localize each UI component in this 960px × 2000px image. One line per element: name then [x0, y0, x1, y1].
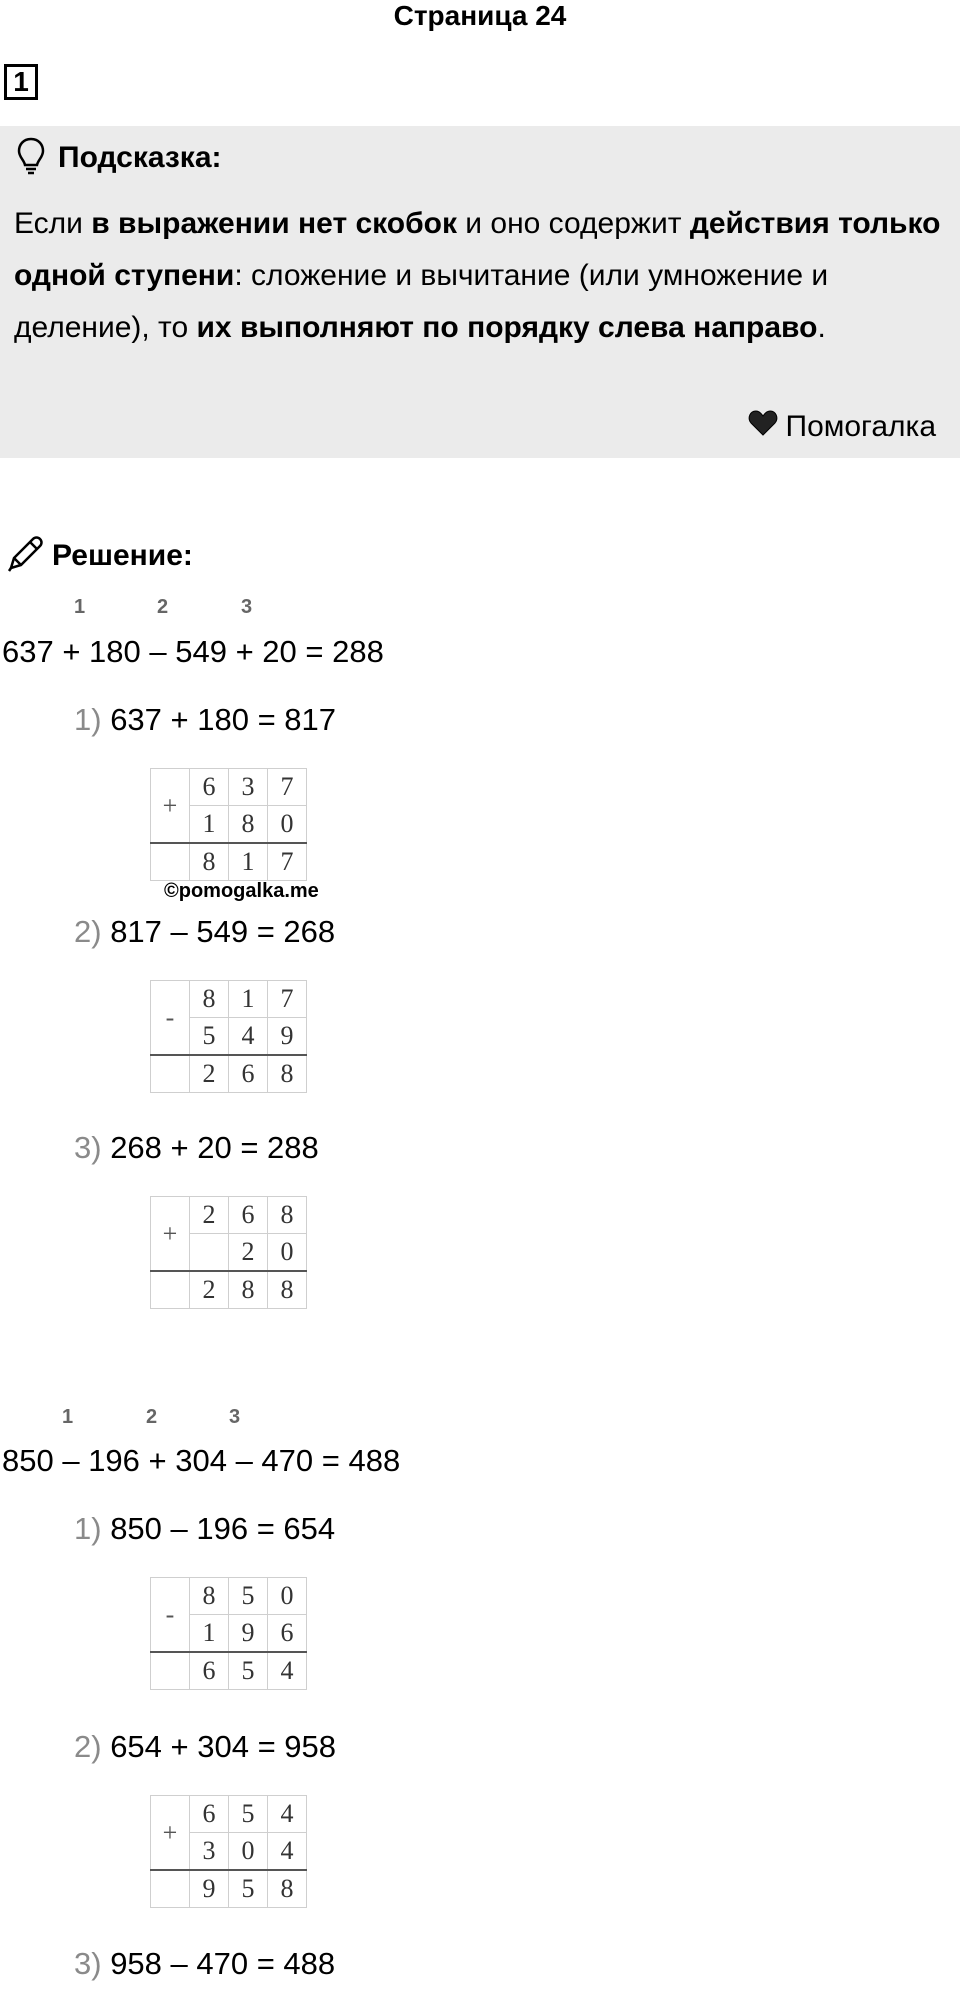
step-text: 268 + 20 = 288: [101, 1130, 319, 1165]
expression: 850 – 196 + 304 – 470 = 488: [2, 1443, 401, 1478]
digit-cell: 6: [268, 1615, 307, 1653]
digit-cell: 6: [190, 1652, 229, 1690]
step-line: [74, 1128, 319, 1168]
solution-header: [6, 534, 193, 578]
digit-cell: 9: [229, 1615, 268, 1653]
empty-cell: [151, 1271, 190, 1309]
hint-text: [14, 198, 944, 354]
digit-cell: 4: [229, 1018, 268, 1056]
heart-icon: [748, 410, 786, 444]
operation-sign: +: [151, 1796, 190, 1871]
order-mark: 3: [229, 1406, 241, 1428]
operation-sign: +: [151, 1197, 190, 1272]
hint-run: Если: [14, 207, 92, 240]
step-text: 654 + 304 = 958: [101, 1729, 337, 1764]
lightbulb-icon: [16, 136, 46, 181]
calc-row-top: [151, 1578, 307, 1615]
digit-cell: 9: [268, 1018, 307, 1056]
digit-cell: 2: [190, 1271, 229, 1309]
order-mark: 1: [62, 1406, 74, 1428]
step-text: 850 – 196 = 654: [101, 1511, 336, 1546]
hint-title: Подсказка:: [58, 141, 222, 174]
digit-cell: 8: [190, 843, 229, 881]
digit-cell: 6: [229, 1197, 268, 1234]
calc-row-top: [151, 769, 307, 806]
empty-cell: [151, 1055, 190, 1093]
digit-cell: [190, 1234, 229, 1272]
step-number: 1): [74, 1511, 102, 1546]
digit-cell: 8: [268, 1870, 307, 1908]
digit-cell: 8: [190, 981, 229, 1018]
order-mark: 3: [241, 596, 253, 618]
calc-row-top: [151, 1796, 307, 1833]
step-number: 3): [74, 1946, 102, 1981]
digit-cell: 3: [190, 1833, 229, 1871]
step-text: 817 – 549 = 268: [101, 914, 336, 949]
digit-cell: 0: [268, 806, 307, 844]
digit-cell: 4: [268, 1652, 307, 1690]
digit-cell: 0: [268, 1578, 307, 1615]
digit-cell: 2: [190, 1055, 229, 1093]
step-line: [74, 1944, 335, 1984]
step-line: [74, 1509, 335, 1549]
calc-row-res: [151, 1271, 307, 1309]
column-calculation: [150, 1196, 307, 1309]
digit-cell: 7: [268, 843, 307, 881]
digit-cell: 8: [190, 1578, 229, 1615]
digit-cell: 6: [190, 769, 229, 806]
operation-sign: -: [151, 1578, 190, 1653]
step-line: [74, 700, 336, 740]
digit-cell: 0: [268, 1234, 307, 1272]
digit-cell: 3: [229, 769, 268, 806]
order-mark: 2: [157, 596, 169, 618]
digit-cell: 1: [190, 806, 229, 844]
order-mark: 1: [74, 596, 86, 618]
order-mark: 2: [146, 1406, 158, 1428]
column-calculation: [150, 768, 307, 881]
operation-sign: +: [151, 769, 190, 844]
calc-row-res: [151, 843, 307, 881]
digit-cell: 1: [229, 981, 268, 1018]
expression: 637 + 180 – 549 + 20 = 288: [2, 634, 384, 669]
digit-cell: 5: [190, 1018, 229, 1056]
digit-cell: 1: [190, 1615, 229, 1653]
digit-cell: 7: [268, 769, 307, 806]
calc-row-res: [151, 1870, 307, 1908]
digit-cell: 8: [229, 806, 268, 844]
digit-cell: 2: [190, 1197, 229, 1234]
digit-cell: 9: [190, 1870, 229, 1908]
digit-cell: 5: [229, 1652, 268, 1690]
step-number: 2): [74, 914, 102, 949]
hint-emphasis: их выполняют по порядку слева направо: [196, 311, 818, 344]
page-title: Страница 24: [393, 0, 567, 31]
digit-cell: 6: [229, 1055, 268, 1093]
calc-row-top: [151, 981, 307, 1018]
hint-run: .: [817, 311, 826, 344]
step-line: [74, 1727, 336, 1767]
step-number: 3): [74, 1130, 102, 1165]
calc-row-top: [151, 1197, 307, 1234]
empty-cell: [151, 1652, 190, 1690]
hint-header: [16, 138, 222, 178]
task-number: 1: [4, 64, 38, 100]
digit-cell: 8: [229, 1271, 268, 1309]
empty-cell: [151, 1870, 190, 1908]
digit-cell: 2: [229, 1234, 268, 1272]
hint-emphasis: в выражении нет скобок: [91, 207, 457, 240]
digit-cell: 8: [268, 1197, 307, 1234]
operation-sign: -: [151, 981, 190, 1056]
step-text: 637 + 180 = 817: [101, 702, 337, 737]
step-number: 2): [74, 1729, 102, 1764]
calc-row-res: [151, 1055, 307, 1093]
solution-title: Решение:: [52, 539, 193, 572]
pencil-icon: [6, 535, 44, 578]
digit-cell: 8: [268, 1271, 307, 1309]
hint-panel: [0, 126, 960, 458]
step-number: 1): [74, 702, 102, 737]
digit-cell: 1: [229, 843, 268, 881]
calc-row-res: [151, 1652, 307, 1690]
empty-cell: [151, 843, 190, 881]
digit-cell: 0: [229, 1833, 268, 1871]
hint-emphasis: действия только одной ступени: [14, 207, 941, 292]
digit-cell: 5: [229, 1870, 268, 1908]
column-calculation: [150, 980, 307, 1093]
brand-signature: [748, 410, 937, 444]
digit-cell: 4: [268, 1833, 307, 1871]
brand-label: Помогалка: [785, 410, 936, 443]
digit-cell: 7: [268, 981, 307, 1018]
column-calculation: [150, 1577, 307, 1690]
digit-cell: 5: [229, 1796, 268, 1833]
hint-run: и оно содержит: [456, 207, 690, 240]
digit-cell: 5: [229, 1578, 268, 1615]
digit-cell: 6: [190, 1796, 229, 1833]
step-text: 958 – 470 = 488: [101, 1946, 336, 1981]
column-calculation: [150, 1795, 307, 1908]
digit-cell: 8: [268, 1055, 307, 1093]
digit-cell: 4: [268, 1796, 307, 1833]
step-line: [74, 912, 335, 952]
hint-run: : сложение и вычитание (или умножение и деление), то: [14, 259, 829, 344]
watermark: ©pomogalka.me: [164, 880, 319, 902]
